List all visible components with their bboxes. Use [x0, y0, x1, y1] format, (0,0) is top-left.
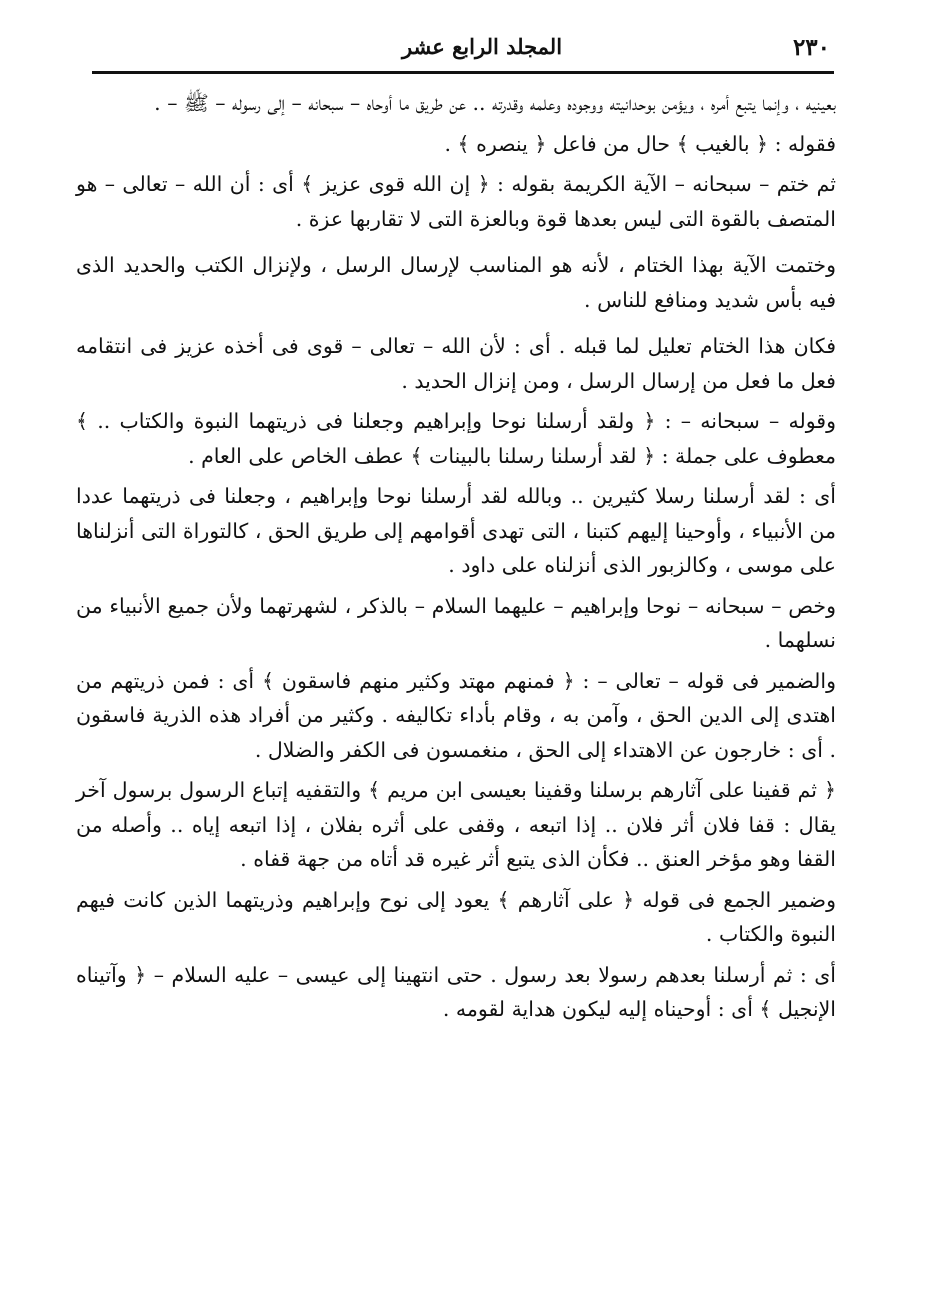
paragraph-7: أى : لقد أرسلنا رسلا كثيرين .. وبالله لقد أرسلنا نوحا وإبراهيم ، وجعلنا فى ذريتهما عددا من الأنبياء ، وأوحينا إليهم كتبنا ، التى تهدى أقوامهم إلى طريق الحق ، كالتوراة التى أنزلناها على موسى ، وكالزبور الذى أنزلناه على داود . [76, 484, 836, 577]
body-text [76, 86, 836, 1033]
paragraph-6: وقوله – سبحانه – : ﴿ ولقد أرسلنا نوحا وإبراهيم وجعلنا فى ذريتهما النبوة والكتاب .. ﴾ معطوف على جملة : ﴿ لقد أرسلنا رسلنا بالبينات ﴾ عطف الخاص على العام . [76, 409, 836, 468]
paragraph-4: وختمت الآية بهذا الختام ، لأنه هو المناسب لإرسال الرسل ، ولإنزال الكتب والحديد الذى فيه بأس شديد ومنافع للناس . [76, 253, 836, 312]
paragraph-3: ثم ختم – سبحانه – الآية الكريمة بقوله : ﴿ إن الله قوى عزيز ﴾ أى : أن الله – تعالى – هو المتصف بالقوة التى ليس بعدها قوة وبالعزة التى لا تقاربها عزة . [76, 172, 836, 231]
paragraph-11: وضمير الجمع فى قوله ﴿ على آثارهم ﴾ يعود إلى نوح وإبراهيم وذريتهما الذين كانت فيهم النبوة والكتاب . [76, 887, 836, 946]
header-divider [92, 71, 834, 74]
paragraph-5: فكان هذا الختام تعليل لما قبله . أى : لأن الله – تعالى – قوى فى أخذه عزيز فى انتقامه فعل ما فعل من إرسال الرسل ، ومن إنزال الحديد . [76, 334, 836, 393]
paragraph-12: أى : ثم أرسلنا بعدهم رسولا بعد رسول . حتى انتهينا إلى عيسى – عليه السلام – ﴿ وآتيناه الإنجيل ﴾ أى : أوحيناه إليه ليكون هداية لقومه . [76, 962, 836, 1021]
paragraph-1: بعينيه ، وإنما يتبع أمره ، ويؤمن بوحدانيته ووجوده وعلمه وقدرته .. عن طريق ما أوحاه – سبحانه – إلى رسوله – ﷺ – . [154, 91, 836, 115]
page-header [92, 30, 834, 74]
running-title: المجلد الرابع عشر [401, 34, 563, 59]
paragraph-9: والضمير فى قوله – تعالى – : ﴿ فمنهم مهتد وكثير منهم فاسقون ﴾ أى : فمن ذريتهم من اهتدى إلى الدين الحق ، وآمن به ، وقام بأداء تكاليفه . وكثير من أفراد هذه الذرية فاسقون . أى : خارجون عن الاهتداء إلى الحق ، منغمسون فى الكفر والضلال . [76, 668, 836, 762]
paragraph-2: فقوله : ﴿ بالغيب ﴾ حال من فاعل ﴿ ينصره ﴾ . [444, 131, 836, 156]
paragraph-10: ﴿ ثم قفينا على آثارهم برسلنا وقفينا بعيسى ابن مريم ﴾ والتقفيه إتباع الرسول برسول آخر يقال : قفا فلان أثر فلان .. إذا اتبعه ، وقفى على أثره بفلان ، إذا اتبعه إياه .. وأصله من القفا وهو مؤخر العنق .. فكأن الذى يتبع أثر غيره قد أتاه من جهة قفاه . [76, 778, 836, 871]
page-number: ٢٣٠ [792, 34, 830, 61]
paragraph-8: وخص – سبحانه – نوحا وإبراهيم – عليهما السلام – بالذكر ، لشهرتهما ولأن جميع الأنبياء من نسلهما . [76, 593, 836, 652]
